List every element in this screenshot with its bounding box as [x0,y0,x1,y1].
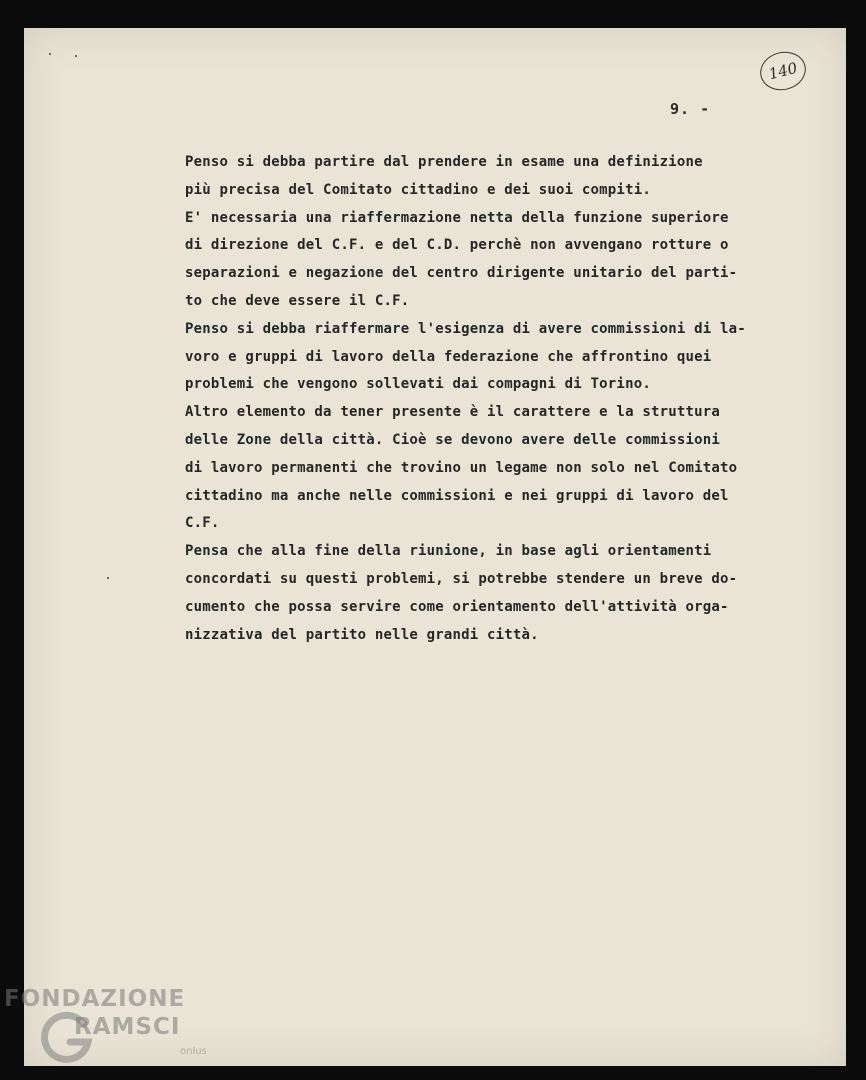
folio-number: 140 [766,58,800,84]
text-line: problemi che vengono sollevati dai compagni di Torino. [185,376,651,393]
text-line: di direzione del C.F. e del C.D. perchè non avvengano rotture o [185,237,729,254]
text-line: Altro elemento da tener presente è il carattere e la struttura [185,404,720,421]
text-line: nizzativa del partito nelle grandi città. [185,626,539,643]
text-line: separazioni e negazione del centro dirigente unitario del parti- [185,265,738,282]
text-line: to che deve essere il C.F. [185,292,410,309]
text-line: E' necessaria una riaffermazione netta della funzione superiore [185,209,729,226]
watermark-line2: RAMSCI [74,1014,181,1040]
paper-speck [107,577,109,579]
text-line: cittadino ma anche nelle commissioni e nei gruppi di lavoro del [185,487,729,504]
paper-speck [75,55,77,57]
text-line: cumento che possa servire come orientamento dell'attività orga- [185,598,729,615]
text-line: di lavoro permanenti che trovino un legame non solo nel Comitato [185,459,738,476]
paper-speck [49,53,51,55]
text-line: delle Zone della città. Cioè se devono avere delle commissioni [185,431,720,448]
text-line: Penso si debba riaffermare l'esigenza di avere commissioni di la- [185,320,746,337]
fondazione-gramsci-watermark [4,986,224,1076]
text-line: concordati su questi problemi, si potrebbe stendere un breve do- [185,570,738,587]
text-line: più precisa del Comitato cittadino e dei suoi compiti. [185,181,651,198]
watermark-line1: FONDAZIONE [4,986,186,1012]
page-number: 9. - [670,100,711,118]
text-line: Pensa che alla fine della riunione, in base agli orientamenti [185,543,712,560]
typed-paragraph [185,149,825,649]
text-line: voro e gruppi di lavoro della federazione che affrontino quei [185,348,712,365]
text-line: C.F. [185,515,220,532]
text-line: Penso si debba partire dal prendere in esame una definizione [185,154,703,170]
folio-number-stamp [756,47,810,95]
document-page [24,28,846,1066]
watermark-suffix: onlus [180,1046,207,1057]
